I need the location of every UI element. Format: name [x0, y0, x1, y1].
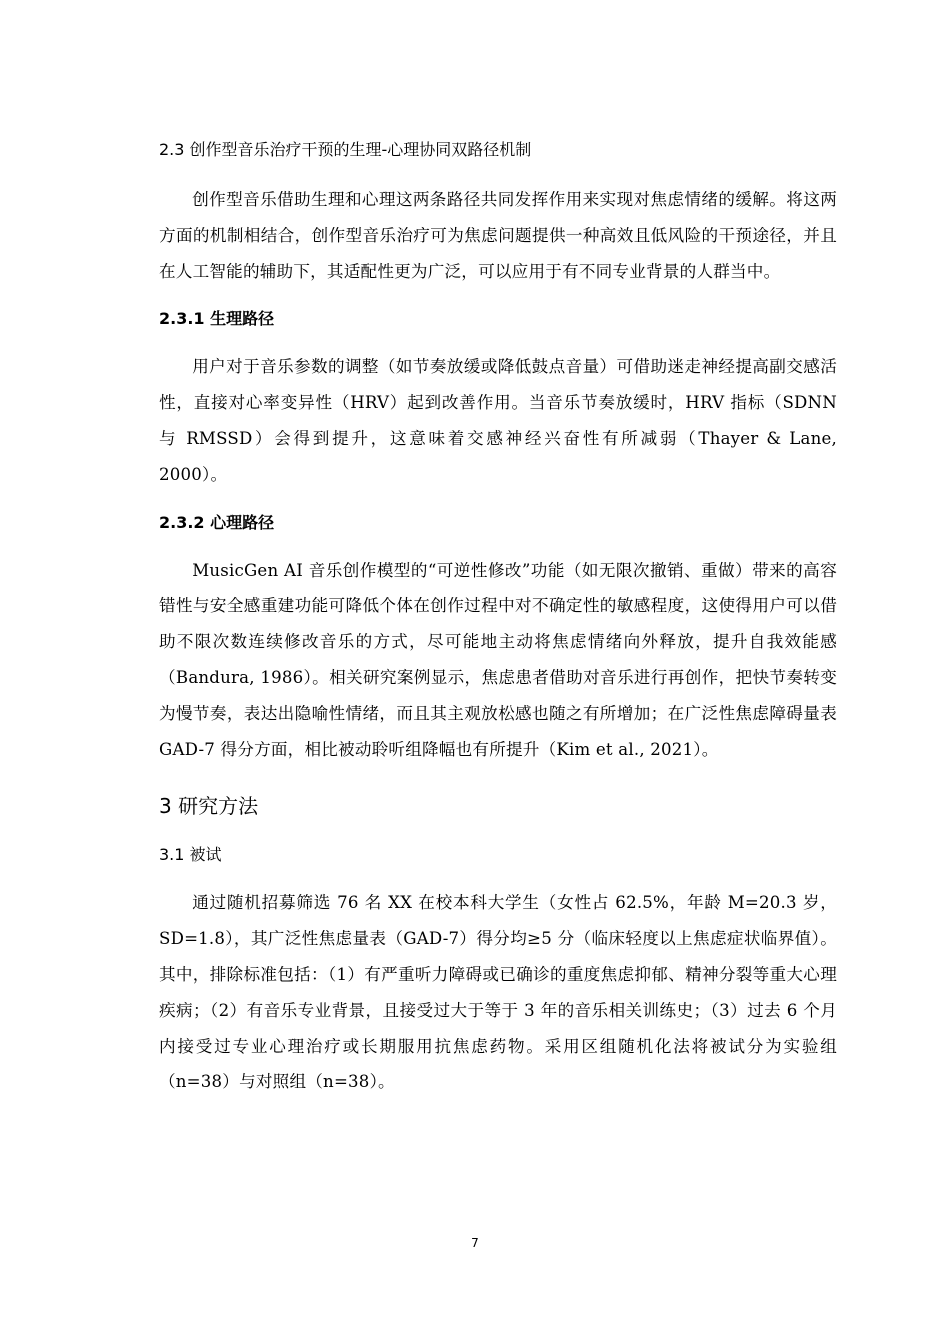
section-2-3-1-heading: 2.3.1 生理路径	[159, 309, 275, 329]
chapter-3-heading: 3 研究方法	[159, 794, 259, 819]
section-2-3-2-paragraph: MusicGen AI 音乐创作模型的“可逆性修改”功能（如无限次撤销、重做）带来的高容错性与安全感重建功能可降低个体在创作过程中对不确定性的敏感程度，这使得用户可以借助不限次数连续修改音乐的方式，尽可能地主动将焦虑情绪向外释放，提升自我效能感（Bandura, 1986）。相关研究案例显示，焦虑患者借助对音乐进行再创作，把快节奏转变为慢节奏，表达出隐喻性情绪，而且其主观放松感也随之有所增加；在广泛性焦虑障碍量表 GAD-7 得分方面，相比被动聆听组降幅也有所提升（Kim et al., 2021）。	[159, 560, 837, 759]
section-2-3-paragraph: 创作型音乐借助生理和心理这两条路径共同发挥作用来实现对焦虑情绪的缓解。将这两方面的机制相结合，创作型音乐治疗可为焦虑问题提供一种高效且低风险的干预途径，并且在人工智能的辅助下，其适配性更为广泛，可以应用于有不同专业背景的人群当中。	[159, 190, 837, 281]
page-number: 7	[471, 1236, 479, 1250]
section-2-3-2-heading: 2.3.2 心理路径	[159, 512, 275, 532]
section-3-1-paragraph: 通过随机招募筛选 76 名 XX 在校本科大学生（女性占 62.5%，年龄 M=20.3 岁，SD=1.8），其广泛性焦虑量表（GAD-7）得分均≥5 分（临床轻度以上焦虑症状临界值）。其中，排除标准包括：（1）有严重听力障碍或已确诊的重度焦虑抑郁、精神分裂等重大心理疾病；（2）有音乐专业背景，且接受过大于等于 3 年的音乐相关训练史；（3）过去 6 个月内接受过专业心理治疗或长期服用抗焦虑药物。采用区组随机化法将被试分为实验组（n=38）与对照组（n=38）。	[159, 893, 837, 1092]
section-2-3-1-paragraph: 用户对于音乐参数的调整（如节奏放缓或降低鼓点音量）可借助迷走神经提高副交感活性，直接对心率变异性（HRV）起到改善作用。当音乐节奏放缓时，HRV 指标（SDNN 与 RMSSD）会得到提升，这意味着交感神经兴奋性有所减弱（Thayer & Lane, 2000）。	[159, 357, 837, 484]
page-content	[159, 138, 837, 1100]
section-2-3-heading: 2.3 创作型音乐治疗干预的生理-心理协同双路径机制	[159, 140, 532, 159]
section-3-1-heading: 3.1 被试	[159, 845, 222, 865]
